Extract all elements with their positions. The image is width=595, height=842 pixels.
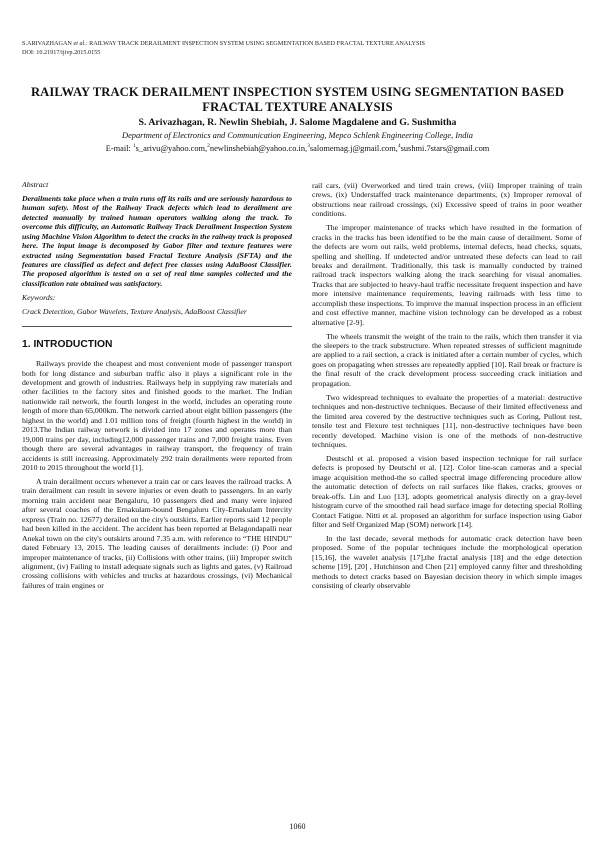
running-header-doi: DOI: 10.21917/ijivp.2015.0155 [22, 48, 101, 56]
email-link[interactable]: salomemag.j@gmail.com, [309, 143, 398, 153]
body-paragraph: The improper maintenance of tracks which have resulted in the formation of cracks in the tracks has been identified to be the main cause of derailment. Some of the defects are worn out rails, weld problems, internal defects, head checks, squats, spelling and shelling. If undetected and/or untreated these defects can lead to rail breaks and derailment. Traditionally, this task is manually conducted by trained railroad track inspectors walking along the track searching for visual anomalies. Tracks that are subjected to heavy-haul traffic necessitate frequent inspection and have more intensive maintenance requirements, leaving railroads with less time to accomplish these inspections. To improve the manual inspection process in an efficient and cost effective manner, machine vision technology can be developed as a robust alternative [2-9]. [312, 223, 582, 327]
email-link[interactable]: s_arivu@yahoo.com, [135, 143, 208, 153]
paper-authors: S. Arivazhagan, R. Newlin Shebiah, J. Salome Magdalene and G. Sushmitha [138, 117, 457, 128]
running-header-title: S.ARIVAZHAGAN et al.: RAILWAY TRACK DERAILMENT INSPECTION SYSTEM USING SEGMENTATION BASED FRACTAL TEXTURE ANALYSIS [22, 40, 425, 47]
divider [22, 326, 292, 327]
abstract-heading: Abstract [22, 180, 49, 189]
left-column [22, 180, 292, 595]
page-number: 1060 [289, 822, 306, 831]
body-paragraph: The wheels transmit the weight of the train to the rails, which then transfer it via the sleepers to the track substructure. When repeated stresses of sufficient magnitude are applied to a rail section, a crack is initiated after a certain number of cycles, which goes on propagating when stresses are repeatedly applied [10]. Rail break or fracture is the final result of the crack development process succeeding crack initiation and propagation. [312, 331, 582, 388]
right-column [312, 181, 582, 595]
body-paragraph: A train derailment occurs whenever a train car or cars leaves the railroad tracks. A train derailment can result in severe injuries or even death to passengers. In an early morning train accident near Bengaluru, 10 passengers died and many were injured after several coaches of the Ernakulam-bound Bengaluru City-Ernakulam Intercity express (Train no. 12677) derailed on the city's outskirts. Earlier reports said 12 people had been killed in the accident. The accident has been reported at Belagondapalli near Anekal town on the city's outskirts around 7.35 a.m. with reference to “THE HINDU” dated February 13, 2015. The leading causes of derailments include: (i) Poor and improper maintenance of tracks, (ii) Collisions with other trains, (iii) Improper switch alignment, (iv) Failing to install adequate signals such as lights and gates, (v) Railroad crossing collisions with vehicles and trucks at hazardous crossings, (vi) Mechanical failures of train engines or [22, 476, 292, 590]
body-paragraph: In the last decade, several methods for automatic crack detection have been proposed. Some of the popular techniques include the morphological operation [15,16], the wavelet analysis [17],the fractal analysis [18] and the edge detection scheme [19], [20] , Hutchinson and Chen [21] employed canny filter and thresholding methods to detect cracks based on Bayesian decision theory in which simple images consisting of clearly observable [312, 533, 582, 591]
paper-title: RAILWAY TRACK DERAILMENT INSPECTION SYSTEM USING SEGMENTATION BASED FRACTAL TEXTURE ANALYSIS [30, 85, 565, 114]
body-paragraph: Two widespread techniques to evaluate the properties of a material: destructive techniques and non-destructive techniques. Because of their limited effectiveness and the limited area covered by the destructive techniques such as Coring, Pullout test, tensile test and Flexure test techniques [11], non-destructive techniques have been recently developed. Machine vision is one of the methods of non-destructive techniques. [312, 392, 582, 449]
running-header [22, 40, 582, 57]
body-paragraph: Railways provide the cheapest and most convenient mode of passenger transport both for long distance and suburban traffic also it plays a significant role in the development and growth of industries. Railways help in supplying raw materials and other facilities to the factory sites and finished goods to the market. The Indian nationwide rail network, the fourth longest in the world, includes an operating route length of more than 65,000km. The network carried about eight billion passengers (the highest in the world) and 1.01 million tons of freight (fourth highest in the world) in 2013.The Indian railway network is divided into 17 zones and operates more than 19,000 trains per day, including12,000 passenger trains and 7,000 freight trains. Even though there are several advantages in railway transport, the frequency of train accidents is still increasing. Approximately 292 train derailments were reported from 2010 to 2015 throughout the world [1]. [22, 359, 292, 473]
keywords-text: Crack Detection, Gabor Wavelets, Texture Analysis, AdaBoost Classifier [22, 306, 247, 316]
paper-affiliation: Department of Electronics and Communication Engineering, Mepco Schlenk Engineering College, India [122, 131, 473, 140]
body-paragraph: rail cars, (vii) Overworked and tired train crews, (viii) Improper training of train crews, (ix) Understaffed track maintenance departments, (x) Improper removal of obstructions near railroad crossings, (xi) Excessive speed of trains in poor weather conditions. [312, 181, 582, 219]
email-link[interactable]: sushmi.7stars@gmail.com [400, 143, 490, 153]
section-heading: 1. INTRODUCTION [22, 339, 113, 351]
paper-emails: E-mail: $^1$s_arivu@yahoo.com,$^2$newlinshebiah@yahoo.co.in,$^3$salomemag.j@gmail.com,$^4$sushmi.7stars@gmail.com [105, 143, 490, 153]
email-link[interactable]: newlinshebiah@yahoo.co.in, [209, 143, 308, 153]
abstract-text: Derailments take place when a train runs off its rails and are seriously hazardous to human safety. Most of the Railway Track defects which lead to derailment are detected manually by trained human operators walking along the track. To overcome this difficulty, an Automatic Railway Track Derailment Inspection System using Machine Vision Algorithm to detect the cracks in the railway track is proposed here. The input image is decomposed by Gabor filter and texture features were extracted using Segmentation based Fractal Texture Analysis (SFTA) and the features are classified as defect and defect free classes using AdaBoost Classifier. The proposed algorithm is tested on a set of real time samples collected and the classification rate obtained was satisfactory. [22, 193, 292, 288]
body-paragraph: Deutschl et al. proposed a vision based inspection technique for rail surface defects is proposed by Deutschl et al. [12]. Color line-scan cameras and a special image acquisition method-the so called spectral image differencing procedure allow the automatic detection of defects on rail surfaces like flakes, cracks, grooves or break-offs. Lin and Luo [13], adopts geometrical analysis directly on a gray-level histogram curve of the smoothed rail head surface image for detecting special Rolling Contact Fatigue. Nitti et al. proposed an algorithm for surface inspection using Gabor filter and Self Organized Map (SOM) network [14]. [312, 453, 582, 529]
keywords-heading: Keywords: [22, 292, 56, 302]
